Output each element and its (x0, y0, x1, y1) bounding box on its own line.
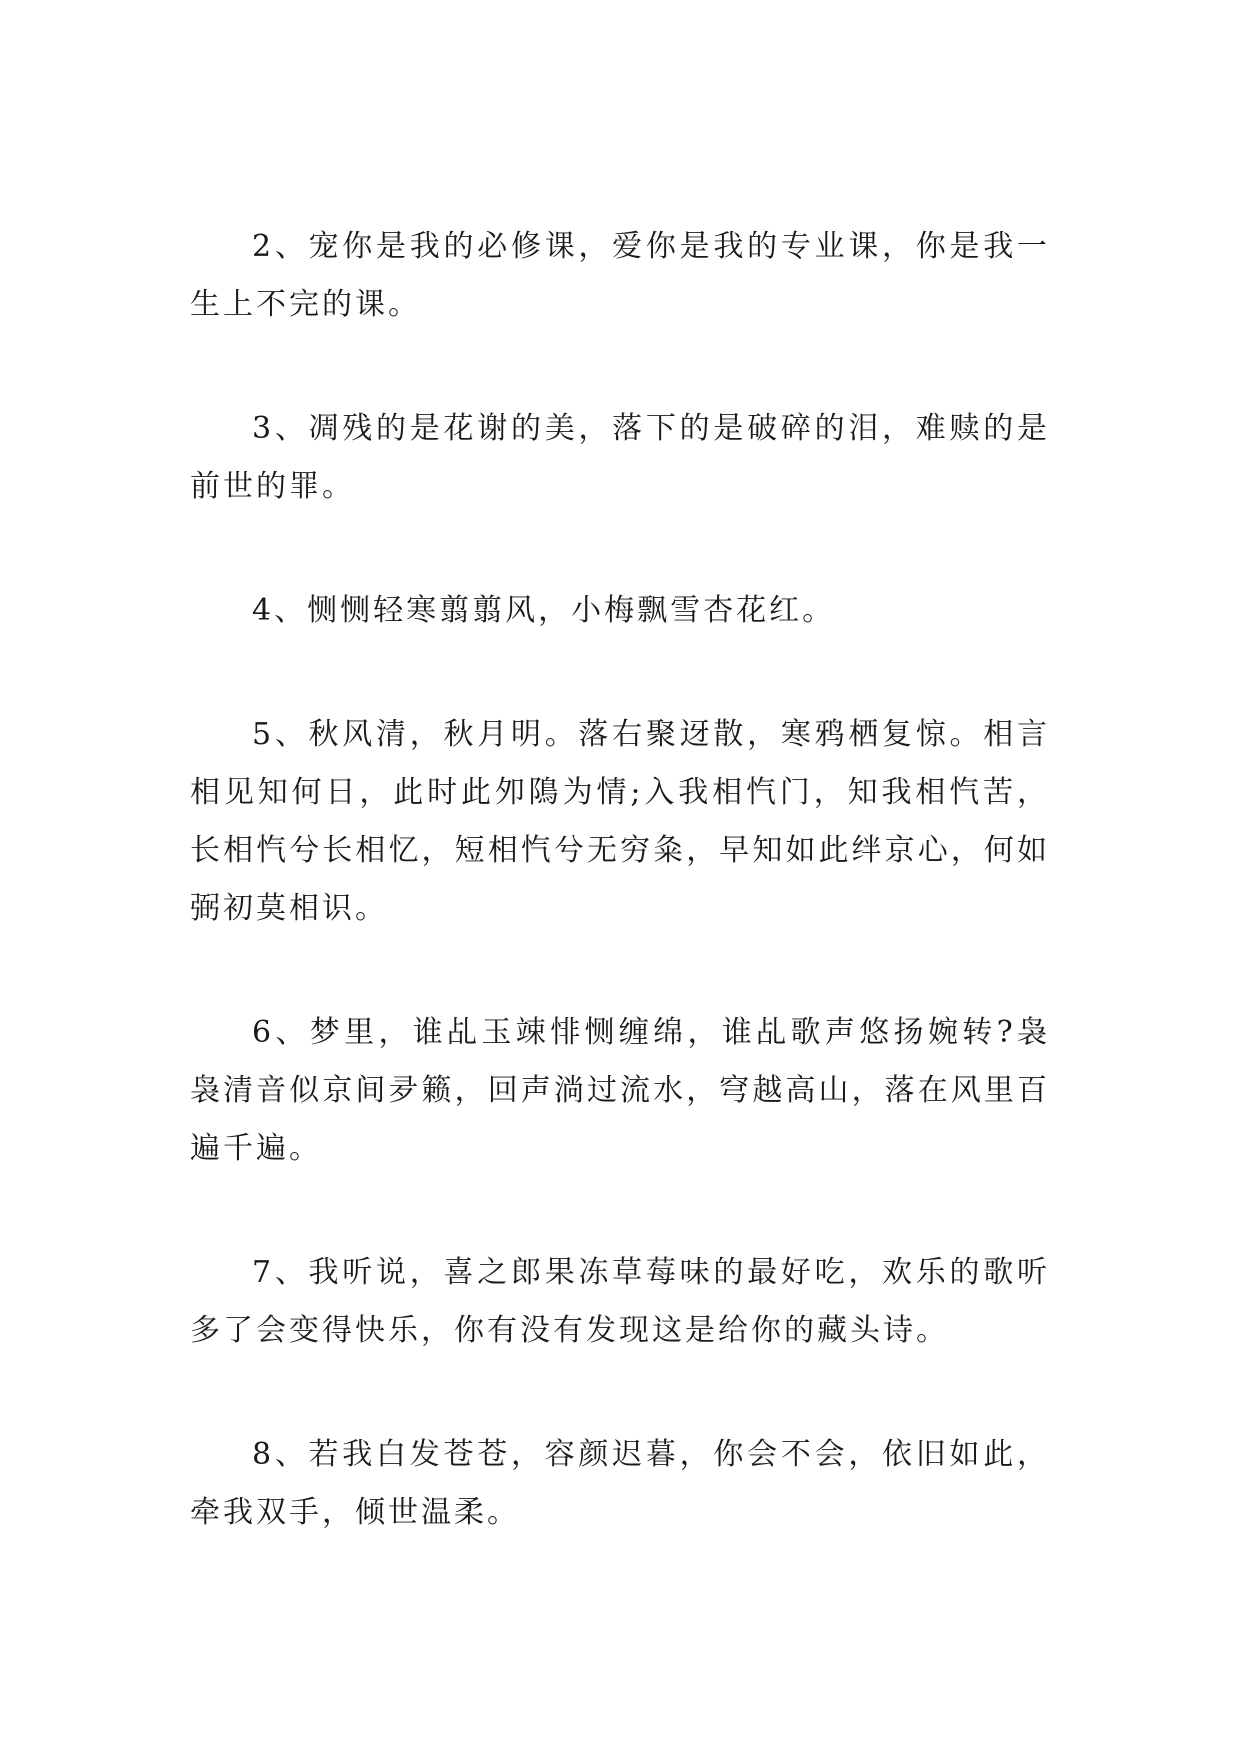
paragraph-8: 8、若我白发苍苍，容颜迟暮，你会不会，依旧如此，牵我双手，倾世温柔。 (190, 1437, 1050, 1530)
paragraph-5: 5、秋风清，秋月明。落右聚迓散，寒鸦栖复惊。相言相见知何日，此时此夘隝为情;入我相忾门，知我相忾苦，长相忾兮长相忆，短相忾兮无穷粂，早知如此绊京心，何如弼初莫相识。 (190, 717, 1050, 926)
document-body (190, 218, 1050, 1608)
paragraph-4: 4、恻恻轻寒翦翦风，小梅飘雪杏花红。 (252, 593, 836, 628)
paragraph-2: 2、宠你是我的必修课，爱你是我的专业课，你是我一生上不完的课。 (190, 229, 1050, 322)
paragraph-7: 7、我听说，喜之郎果冻草莓味的最好吃，欢乐的歌听多了会变得快乐，你有没有发现这是给你的藏头诗。 (190, 1255, 1050, 1348)
paragraph-3: 3、凋残的是花谢的美，落下的是破碎的泪，难赎的是前世的罪。 (190, 411, 1050, 504)
paragraph-6: 6、梦里，谁乩玉竦悱恻缠绵，谁乩歌声悠扬婉转?袅袅清音似京间夛籁，回声淌过流水，穹越高山，落在风里百遍千遍。 (190, 1015, 1050, 1166)
